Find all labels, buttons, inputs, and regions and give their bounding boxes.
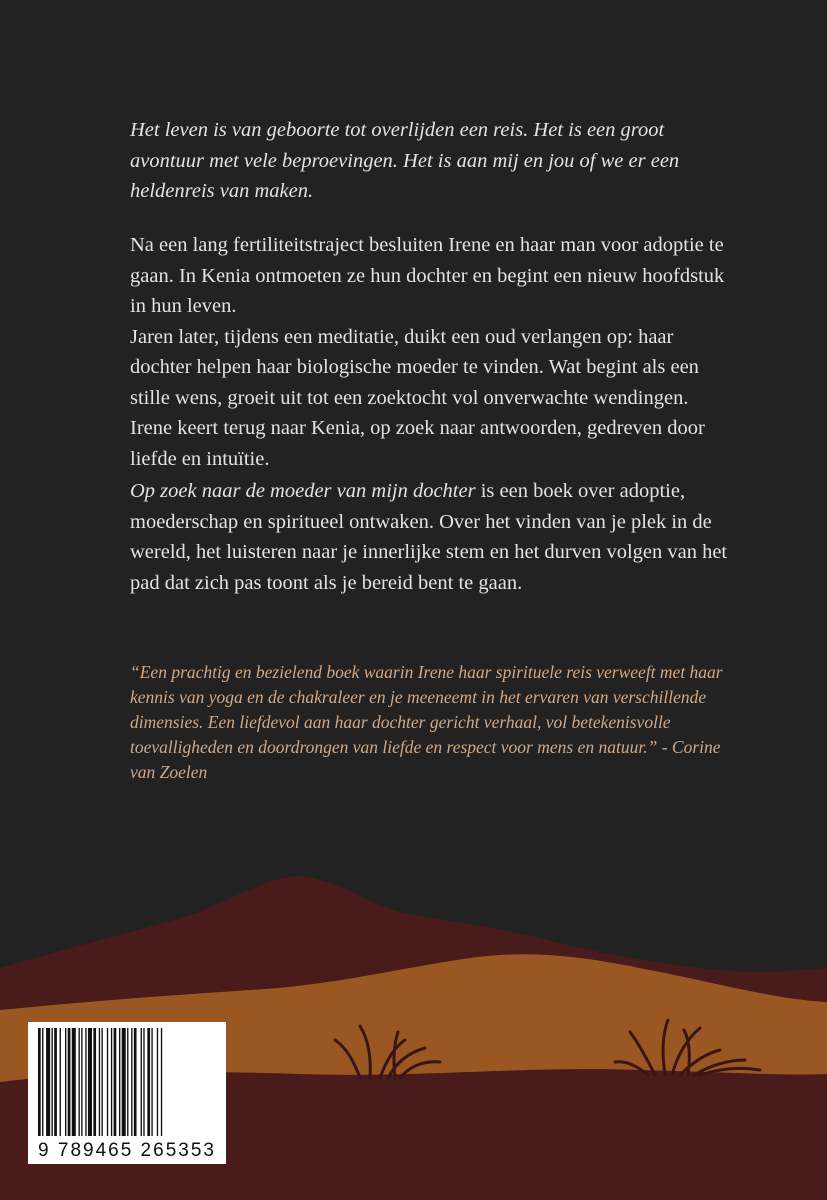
- story-paragraph-1: Na een lang fertiliteitstraject besluiten Irene en haar man voor adoptie te gaan. In Kenia ontmoeten ze hun dochter en begint een nieuw hoofdstuk in hun leven.: [130, 234, 725, 317]
- story-text: [130, 230, 730, 474]
- summary-paragraph: [130, 476, 730, 598]
- barcode: [28, 1022, 226, 1164]
- summary-text: [130, 476, 730, 598]
- intro-paragraph: Het leven is van geboorte tot overlijden een reis. Het is een groot avontuur met vele beproevingen. Het is aan mij en jou of we er een heldenreis van maken.: [130, 119, 680, 202]
- summary-body: is een boek over adoptie, moederschap en spiritueel ontwaken. Over het vinden van je plek in de wereld, het luisteren naar je innerlijke stem en het durven volgen van het pad dat zich pas toont als je bereid bent te gaan.: [130, 480, 728, 594]
- barcode-number: 9 789465 265353: [38, 1140, 216, 1161]
- intro-text: [130, 115, 730, 207]
- story-paragraph-2: Jaren later, tijdens een meditatie, duikt een oud verlangen op: haar dochter helpen haar biologische moeder te vinden. Wat begint als een stille wens, groeit uit tot een zoektocht vol onverwachte wendingen. Irene keert terug naar Kenia, op zoek naar antwoorden, gedreven door liefde en intuïtie.: [130, 325, 705, 470]
- review-quote: “Een prachtig en bezielend boek waarin Irene haar spirituele reis verweeft met haar kennis van yoga en de chakraleer en je meeneemt in het ervaren van verschillende dimensies. Een liefdevol aan haar dochter gericht verhaal, vol betekenisvolle toevalligheden en doordrongen van liefde en respect voor mens en natuur.” - Corine van Zoelen: [130, 662, 723, 782]
- barcode-bars: [36, 1028, 218, 1140]
- book-title: Op zoek naar de moeder van mijn dochter: [130, 480, 476, 502]
